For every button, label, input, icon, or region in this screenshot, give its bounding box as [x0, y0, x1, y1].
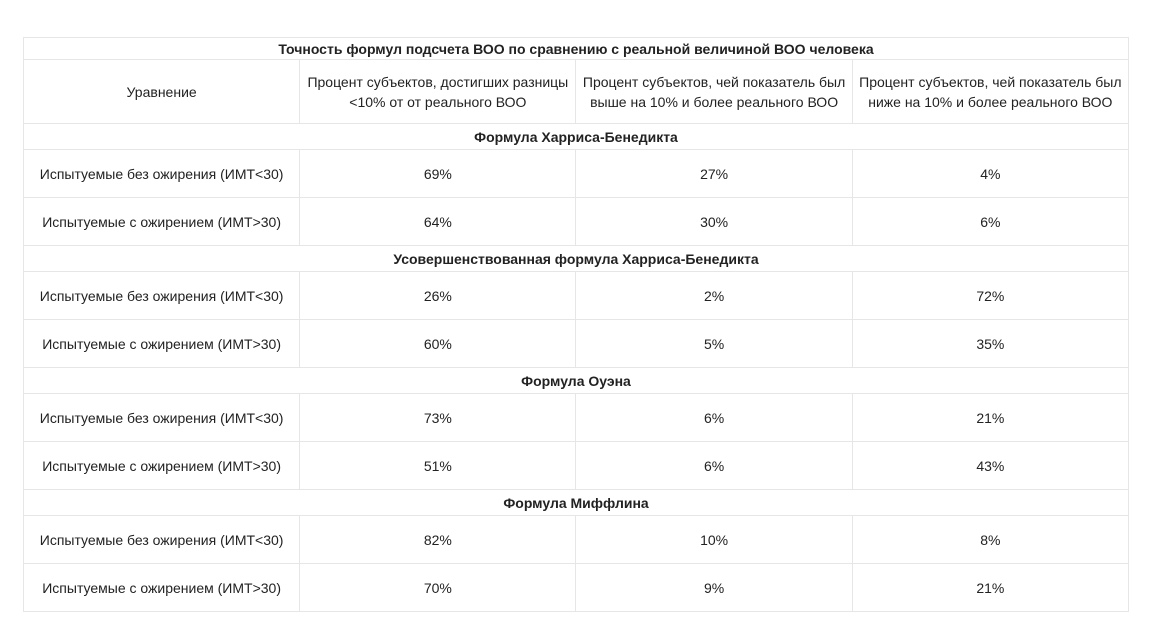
- cell-above-10: 9%: [576, 564, 852, 612]
- section-title: Усовершенствованная формула Харриса-Бенедикта: [24, 246, 1129, 272]
- table-row: [24, 320, 1129, 368]
- row-group-label: Испытуемые без ожирения (ИМТ<30): [24, 150, 300, 198]
- accuracy-table: [23, 37, 1129, 612]
- header-within-10: Процент субъектов, достигших разницы <10% от от реального ВОО: [300, 60, 576, 124]
- cell-below-10: 21%: [852, 394, 1128, 442]
- row-group-label: Испытуемые с ожирением (ИМТ>30): [24, 320, 300, 368]
- cell-below-10: 6%: [852, 198, 1128, 246]
- table-row: [24, 394, 1129, 442]
- row-group-label: Испытуемые с ожирением (ИМТ>30): [24, 564, 300, 612]
- cell-above-10: 10%: [576, 516, 852, 564]
- cell-within-10: 70%: [300, 564, 576, 612]
- cell-within-10: 51%: [300, 442, 576, 490]
- cell-above-10: 30%: [576, 198, 852, 246]
- cell-above-10: 2%: [576, 272, 852, 320]
- row-group-label: Испытуемые с ожирением (ИМТ>30): [24, 442, 300, 490]
- section-row: [24, 490, 1129, 516]
- cell-above-10: 27%: [576, 150, 852, 198]
- header-equation: Уравнение: [24, 60, 300, 124]
- cell-within-10: 73%: [300, 394, 576, 442]
- cell-above-10: 6%: [576, 394, 852, 442]
- section-title: Формула Оуэна: [24, 368, 1129, 394]
- table-row: [24, 564, 1129, 612]
- section-title: Формула Харриса-Бенедикта: [24, 124, 1129, 150]
- section-row: [24, 368, 1129, 394]
- header-above-10: Процент субъектов, чей показатель был выше на 10% и более реального ВОО: [576, 60, 852, 124]
- cell-below-10: 21%: [852, 564, 1128, 612]
- section-row: [24, 124, 1129, 150]
- table-title-row: [24, 38, 1129, 60]
- table-row: [24, 198, 1129, 246]
- cell-below-10: 35%: [852, 320, 1128, 368]
- row-group-label: Испытуемые без ожирения (ИМТ<30): [24, 272, 300, 320]
- cell-above-10: 6%: [576, 442, 852, 490]
- table-row: [24, 516, 1129, 564]
- table-row: [24, 272, 1129, 320]
- table-container: [23, 37, 1129, 612]
- cell-above-10: 5%: [576, 320, 852, 368]
- row-group-label: Испытуемые без ожирения (ИМТ<30): [24, 394, 300, 442]
- cell-within-10: 64%: [300, 198, 576, 246]
- row-group-label: Испытуемые с ожирением (ИМТ>30): [24, 198, 300, 246]
- cell-within-10: 82%: [300, 516, 576, 564]
- cell-within-10: 60%: [300, 320, 576, 368]
- cell-below-10: 72%: [852, 272, 1128, 320]
- row-group-label: Испытуемые без ожирения (ИМТ<30): [24, 516, 300, 564]
- cell-below-10: 4%: [852, 150, 1128, 198]
- header-below-10: Процент субъектов, чей показатель был ниже на 10% и более реального ВОО: [852, 60, 1128, 124]
- table-row: [24, 442, 1129, 490]
- section-title: Формула Миффлина: [24, 490, 1129, 516]
- cell-below-10: 43%: [852, 442, 1128, 490]
- table-header-row: [24, 60, 1129, 124]
- cell-within-10: 69%: [300, 150, 576, 198]
- table-row: [24, 150, 1129, 198]
- cell-below-10: 8%: [852, 516, 1128, 564]
- section-row: [24, 246, 1129, 272]
- cell-within-10: 26%: [300, 272, 576, 320]
- table-title: Точность формул подсчета ВОО по сравнению с реальной величиной ВОО человека: [24, 38, 1129, 60]
